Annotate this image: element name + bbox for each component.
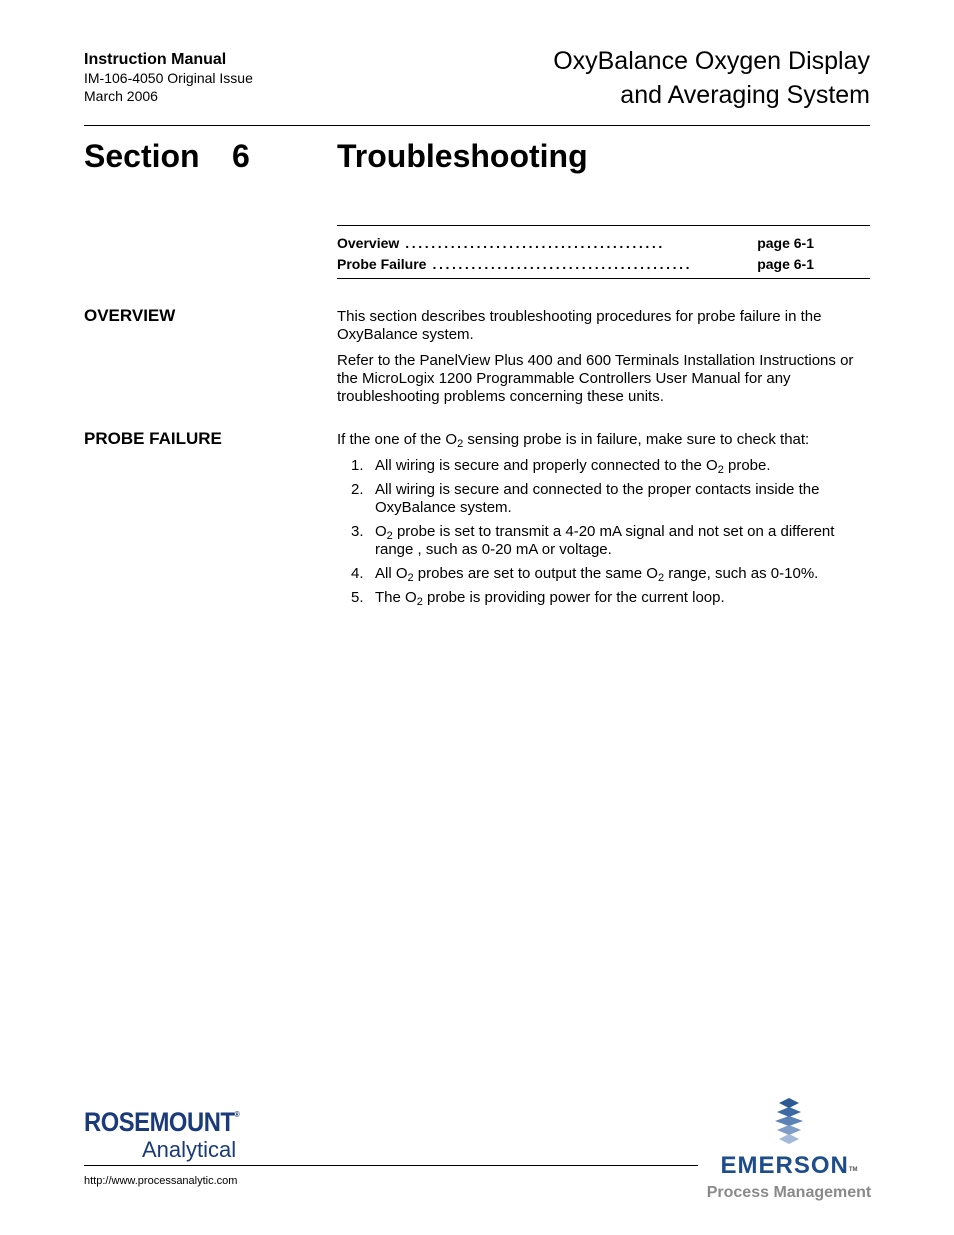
header-right — [553, 44, 870, 112]
header-rule — [84, 125, 870, 126]
list-item: 3. $O_2$ probe is set to transmit a 4-20 mA signal and not set on a different range , such as 0-20 mA or voltage. — [351, 523, 835, 558]
checklist — [337, 457, 870, 607]
toc-leader: ........................................ — [432, 256, 693, 272]
toc-page: page 6-1 — [757, 235, 814, 251]
website-url[interactable]: http://www.processanalytic.com — [84, 1175, 238, 1187]
product-title-line2: and Averaging System — [620, 81, 870, 109]
toc-label: Probe Failure — [337, 256, 427, 272]
rosemount-logo — [84, 1100, 260, 1163]
header-left — [84, 50, 253, 105]
process-management-wordmark: Process Management — [706, 1184, 872, 1201]
toc-bottom-rule — [337, 278, 870, 279]
manual-title: Instruction Manual — [84, 51, 227, 68]
doc-date: March 2006 — [84, 88, 158, 104]
list-item: 1. All wiring is secure and properly connected to the $O_2$ probe. — [351, 457, 771, 476]
list-item: 5. The $O_2$ probe is providing power for the current loop. — [351, 589, 725, 608]
section-title: Troubleshooting — [337, 138, 588, 174]
toc-label: Overview — [337, 235, 400, 251]
probe-failure-heading: PROBE FAILURE — [84, 429, 222, 448]
toc-entry-overview[interactable] — [337, 235, 814, 256]
probe-failure-body — [337, 431, 870, 613]
list-item: 2. All wiring is secure and connected to the proper contacts inside the OxyBalance system. — [351, 481, 820, 516]
toc-page: page 6-1 — [757, 256, 814, 272]
overview-heading: OVERVIEW — [84, 306, 176, 325]
section-toc — [337, 235, 814, 277]
overview-paragraph: This section describes troubleshooting procedures for probe failure in the OxyBalance system. — [337, 308, 822, 343]
probe-failure-intro: If the one of the $O_2$ sensing probe is in failure, make sure to check that: — [337, 431, 810, 450]
footer-rule — [84, 1165, 698, 1166]
rosemount-wordmark: ROSEMOUNT® — [84, 1107, 240, 1137]
toc-entry-probe-failure[interactable] — [337, 256, 814, 277]
overview-body — [337, 308, 870, 406]
list-item: 4. All $O_2$ probes are set to output the same $O_2$ range, such as 0-10%. — [351, 565, 819, 584]
toc-top-rule — [337, 225, 870, 226]
emerson-wordmark: EMERSON™ — [720, 1152, 858, 1179]
section-label: Section — [84, 138, 200, 174]
emerson-logo — [704, 1096, 874, 1203]
section-number: 6 — [232, 138, 250, 174]
doc-number: IM-106-4050 Original Issue — [84, 70, 253, 86]
overview-paragraph: Refer to the PanelView Plus 400 and 600 Terminals Installation Instructions or the MicroLogix 1200 Programmable Controllers User Manual for any troubleshooting problems concerning these units. — [337, 352, 854, 405]
product-title-line1: OxyBalance Oxygen Display — [553, 47, 870, 75]
analytical-wordmark: Analytical — [142, 1137, 237, 1162]
toc-leader: ........................................ — [405, 235, 665, 251]
emerson-mark-icon — [759, 1096, 819, 1146]
